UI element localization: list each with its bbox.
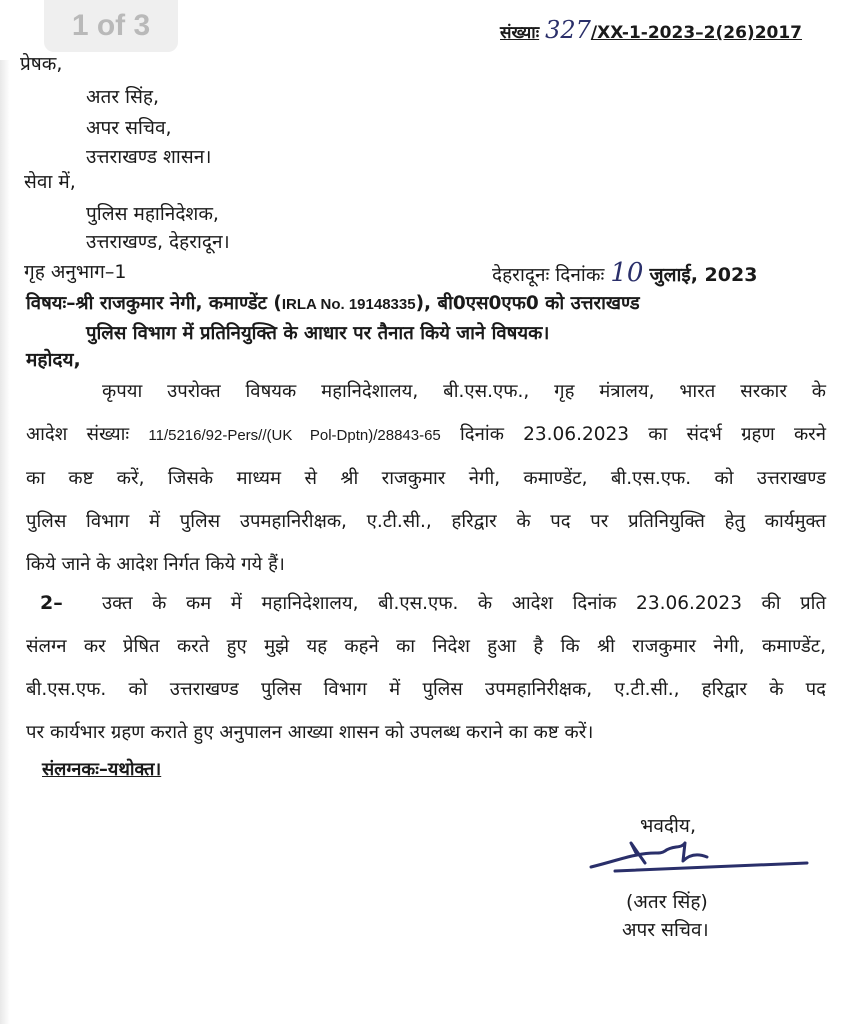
sender-name: अतर सिंह, bbox=[86, 86, 160, 108]
paragraph-1-line-2 bbox=[26, 413, 826, 457]
paragraph-2 bbox=[26, 582, 826, 754]
paragraph-2-line: बी.एस.एफ. को उत्तराखण्ड पुलिस विभाग में पुलिस उपमहानिरीक्षक, ए.टी.सी., हरिद्वार के पद bbox=[26, 679, 826, 700]
paragraph-1-line: कृपया उपरोक्त विषयक महानिदेशालय, बी.एस.एफ., गृह मंत्रालय, भारत सरकार के bbox=[102, 381, 826, 402]
subject-text-a: विषयः–श्री राजकुमार नेगी, कमाण्डेंट ( bbox=[26, 293, 282, 314]
paragraph-1 bbox=[26, 370, 826, 586]
date-day-handwritten: 10 bbox=[610, 258, 644, 288]
closing-designation: अपर सचिव। bbox=[622, 919, 709, 941]
reference-handwritten-number: 327 bbox=[545, 16, 591, 44]
paragraph-1-line: पुलिस विभाग में पुलिस उपमहानिरीक्षक, ए.टी.सी., हरिद्वार के पद पर प्रतिनियुक्ति हेतु कार्यमुक्त bbox=[26, 511, 826, 532]
reference-number bbox=[500, 16, 802, 44]
reference-suffix: /XX-1-2023–2(26)2017 bbox=[590, 23, 803, 43]
closing-yours: भवदीय, bbox=[640, 815, 696, 837]
order-date-text: दिनांक 23.06.2023 का संदर्भ ग्रहण करने bbox=[460, 424, 826, 445]
paragraph-2-line: उक्त के कम में महानिदेशालय, बी.एस.एफ. के आदेश दिनांक 23.06.2023 की प्रति bbox=[102, 593, 826, 614]
signature-mark bbox=[585, 835, 815, 885]
sender-label: प्रेषक, bbox=[20, 53, 63, 75]
recipient-office: उत्तराखण्ड, देहरादून। bbox=[86, 231, 230, 253]
salutation: महोदय, bbox=[26, 349, 81, 371]
subject-line-1 bbox=[26, 290, 640, 315]
paragraph-2-line: पर कार्यभार ग्रहण कराते हुए अनुपालन आख्या शासन को उपलब्ध कराने का कष्ट करें। bbox=[26, 722, 594, 743]
paragraph-2-line: संलग्न कर प्रेषित करते हुए मुझे यह कहने का निदेश हुआ है कि श्री राजकुमार नेगी, कमाण्डेंट, bbox=[26, 636, 826, 657]
date-prefix: देहरादूनः दिनांकः bbox=[492, 264, 605, 286]
sender-office: उत्तराखण्ड शासन। bbox=[86, 146, 212, 168]
paragraph-1-line: का कष्ट करें, जिसके माध्यम से श्री राजकुमार नेगी, कमाण्डेंट, बी.एस.एफ. को उत्तराखण्ड bbox=[26, 468, 826, 489]
subject-irla: IRLA No. 19148335 bbox=[281, 296, 416, 313]
recipient-label: सेवा में, bbox=[24, 171, 76, 193]
page-edge-shadow bbox=[0, 60, 10, 1024]
subject-line-2: पुलिस विभाग में प्रतिनियुक्ति के आधार पर तैनात किये जाने विषयक। bbox=[86, 323, 550, 344]
recipient-designation: पुलिस महानिदेशक, bbox=[86, 203, 219, 225]
sender-designation: अपर सचिव, bbox=[86, 117, 172, 139]
page-indicator bbox=[44, 0, 178, 52]
order-label: आदेश संख्याः bbox=[26, 424, 130, 445]
closing-name: (अतर सिंह) bbox=[626, 891, 708, 913]
subject-text-b: ), बी0एस0एफ0 को उत्तराखण्ड bbox=[415, 293, 640, 314]
letter-date bbox=[492, 258, 757, 288]
paragraph-1-line: किये जाने के आदेश निर्गत किये गये हैं। bbox=[26, 554, 285, 575]
enclosure-note: संलग्नकः–यथोक्त। bbox=[42, 759, 162, 780]
order-number: 11/5216/92-Pers//(UK Pol-Dptn)/28843-65 bbox=[148, 427, 441, 444]
page-indicator-text: 1 of 3 bbox=[71, 9, 151, 42]
section-name: गृह अनुभाग–1 bbox=[24, 261, 127, 283]
paragraph-2-number: 2– bbox=[40, 592, 63, 614]
reference-prefix: संख्याः bbox=[500, 23, 540, 43]
date-rest: जुलाई, 2023 bbox=[649, 264, 758, 286]
